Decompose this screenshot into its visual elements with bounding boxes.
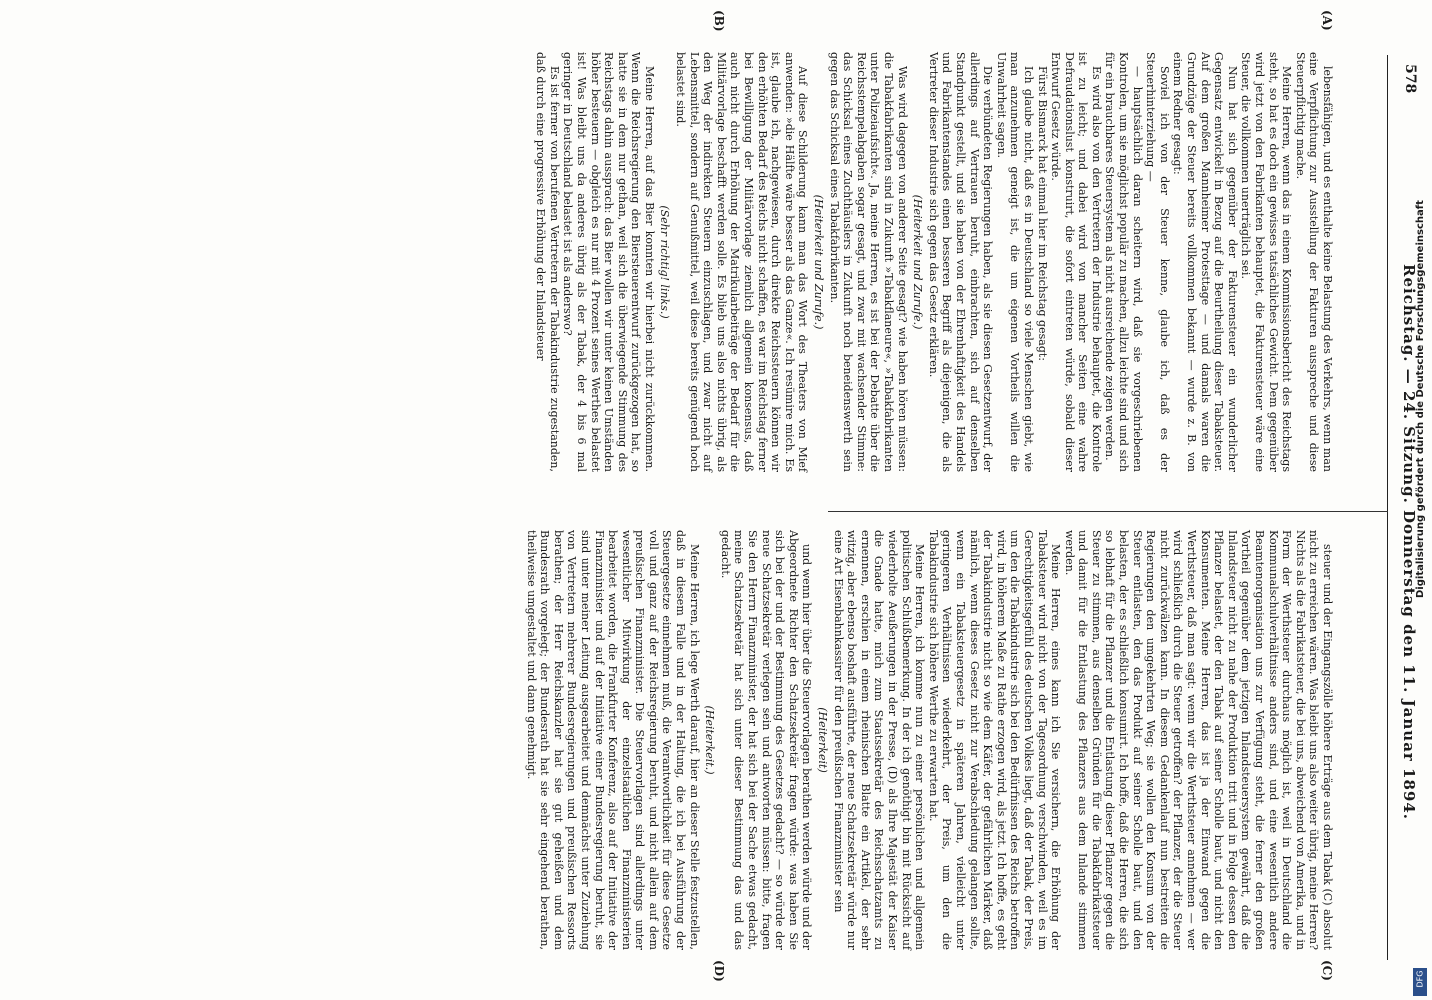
right-column <box>524 530 1334 950</box>
paragraph: Ich glaube nicht, daß es in Deutschland so viele Menschen giebt, wie man anzunehmen geneigt ist, die um eigenen Vortheils willen die Unwahrheit sagen. <box>994 52 1035 472</box>
paragraph: und wenn hier über die Steuervorlagen berathen werden würde und der Abgeordnete Richter den Schatzsekretär fragen würde: was haben Sie sich bei der und der Bestimmung des Gesetzes gedacht? — so würde der neue Schatzsekretär verlegen sein und antworten müssen: bitte, fragen Sie den Herrn Finanzminister, der hat sich bei der Sache etwas gedacht, meine Schatzsekretär hat sich unter dieser Bestimmung das und das gedacht. <box>718 530 814 950</box>
dfg-logo-text: DFG <box>1415 970 1425 988</box>
paragraph: Was wird dagegen von anderer Seite gesagt? wie haben hören müssen: die Tabakfabrikanten sind in Zukunft »Tabakflaneure«, »Tabakfabrikanten unter Polizeiaufsicht«. Ja, meine Herren, es ist bei der Debatte über die Reichsstempelabgaben sogar gesagt, und zwar mit wachsender Stimme: das Schicksal eines Zuchthäuslers in Zukunft noch beneidenswerth sein gegen das Schicksal eines Tabakfabrikanten. <box>827 52 909 472</box>
interjection: (Heiterkeit) <box>816 707 830 773</box>
running-title: Reichstag. — 24. Sitzung. Donnerstag den 11. Januar 1894. <box>1400 263 1418 821</box>
paragraph: steuer und der Eingangszölle höhere Erträge aus dem Tabak (C) absolut nicht zu erreichen wären. Was bleibt uns also weiter übrig, meine Herren? Nichts als die Fabrikatsteuer, die bei uns, abweichend von Amerika, und in Form der Werthsteuer durchaus möglich ist, weil in Deutschland die Kommunalschulverhältnisse anders sind, und eine wesentlich andere Beamtenorganisation uns zur Verfügung steht, die ferner den großen Vortheil gegenüber dem jetzigen Inlandsteuersystem gewährt, daß die Inlandsteuer nicht zu nahe der Produktion tritt und in Folge dessen den Pflanzer belastet, der den Tabak auf seiner Scholle baut, und nicht den Konsumenten. Meine Herren, das ist ja der Einwand gegen die Werthsteuer, daß man sagt: wenn wir die Werthsteuer annehmen — wer wird schließlich durch die Steuer getroffen? der Pflanzer, der die Steuer nicht zurückwälzen kann. In diesem Gedankenlauf nun bestreiten die Regierungen den umgekehrten Weg; sie wollen den Konsum von der Steuer entlasten, den das Produkt auf seiner Scholle baut, und den belasten, der es schließlich konsumirt. Ich hoffe, daß die Herren, die sich so lebhaft für die Pflanzer und die Entlastung dieser Pflanzer gegen die Steuer zu stimmen, aus denselben Gründen für die Tabakfabrikatsteuer und damit für die Entlastung des Pflanzers aus dem Inlande stimmen werden. <box>1062 530 1334 950</box>
margin-marker-d: (D) <box>712 960 726 982</box>
paragraph: Es ist ferner von berufenen Vertretern der Tabakindustrie zugestanden, daß durch eine progressive Erhöhung der Inlandsteuer <box>534 52 561 472</box>
margin-marker-a: (A) <box>1320 10 1334 31</box>
column-divider <box>828 511 1388 512</box>
paragraph: Meine Herren, ich lege Werth darauf, hier an dieser Stelle festzustellen, daß in diesem Falle und in der Haltung, die ich bei Ausführung der Steuergesetze einnehmen muß, die Verantwortlichkeit für diese Gesetze voll und ganz auf der Reichsregierung beruht, und nicht allein auf dem preußischen Finanzminister. Die Steuervorlagen sind allerdings unter wesentlicher Mitwirkung der einzelstaatlichen Finanzministerien bearbeitet worden, die Frankfurter Konferenz, also auf der Initiative der Finanzminister und auf der Initiative einer Bundesregierung beruht, sie sind unter meiner Leitung ausgearbeitet und demnächst unter Zuziehung von Vertretern mehrerer Bundesregierungen und preußischen Ressorts berathen; der Herr Reichskanzler hat sie gut geheißen und dem Bundesrath vorgelegt; der Bundesrath hat sie sehr eingehend berathen, theilweise umgestaltet und dann genehmigt. <box>524 530 701 950</box>
paragraph: Es wird also von den Vertretern der Industrie behauptet, die Kontrole ist zu leicht; und dabei wird von mancher Seiten eine wahre Defraudationslust konstruirt, die sofort eintreten würde, sobald dieser Entwurf Gesetz würde. <box>1049 52 1103 472</box>
paragraph: lebensfähigen, und es enthalte keine Belastung des Verkehrs, wenn man eine Verpflichtung zur Ausstellung der Fakturen ausspreche und diese Steuerpflichtig mache. <box>1293 52 1334 472</box>
paragraph: Soviel ich von der Steuer kenne, glaube ich, daß es der Steuerhinterziehung — <box>1144 52 1171 472</box>
page-number: 578 <box>1402 64 1418 94</box>
paragraph: — hauptsächlich daran scheitern wird, daß sie vorgeschriebenen Kontrolen, um sie möglichst populär zu machen, allzu leichte sind und sich für ein brauchbares Steuersystem als nicht ausreichende zeigen werden. <box>1103 52 1144 472</box>
paragraph: Fürst Bismarck hat einmal hier im Reichstag gesagt: <box>1035 66 1049 361</box>
digitization-credit: Digitalisierung gefördert durch die Deutsche Forschungsgemeinschaft <box>1415 200 1426 598</box>
header-rule <box>1387 55 1388 960</box>
paragraph: Auf diese Schilderung kann man das Wort des Theaters von Mief anwenden: »die Hälfte wäre besser als das Ganze«. Ich resümire mich. Es ist, glaube ich, nachgewiesen, durch direkte Reichssteuern können wir den erhöhten Bedarf des Reichs nicht schaffen, es war im Reichstag ferner bei Bewilligung der Militärvorlage ziemlich allgemein konsensus, daß auch nicht durch Erhöhung der Matrikularbeiträge der Bedarf für die Militärvorlage beschafft werden solle. Es blieb uns also nichts übrig, als den Weg der indirekten Steuern einzuschlagen, und zwar nicht auf Lebensmittel, sondern auf Genußmittel, weil diese bereits genügend hoch belastet sind. <box>674 52 810 472</box>
dfg-logo <box>1413 968 1427 996</box>
interjection: (Heiterkeit und Zurufe.) <box>812 194 826 330</box>
credit-strip <box>1413 0 1427 1000</box>
paragraph: Meine Herren, eines kann ich Sie versichern, die Erhöhung der Tabaksteuer wird nicht von der Tagesordnung verschwinden, weil es im Gerechtigkeitsgefühl des deutschen Volkes liegt, daß der Tabak, der Preis, um den die Tabakindustrie sich bei den Bedürfnissen des Reichs betroffen wird, in höherem Maße zu Rathe erzogen wird, als jetzt. Ich hoffe, es geht der Tabakindustrie nicht so wie dem Käfer, der gefährlichen Märker, daß nämlich, wenn dieses Gesetz nicht zur Verabschiedung gelangen sollte, wenn ein Tabaksteuergesetz in späteren Jahren, vielleicht unter geringeren Verhältnissen wiederkehrt, der Preis, um den die Tabakindustrie sich höhere Werthe zu erwarten hat. <box>926 530 1063 950</box>
interjection: (Heiterkeit und Zurufe.) <box>911 194 925 330</box>
margin-marker-b: (B) <box>712 10 726 32</box>
interjection: (Sehr richtig! links.) <box>658 205 672 319</box>
left-column <box>534 52 1334 472</box>
margin-marker-c: (C) <box>1320 960 1334 981</box>
paragraph: Nun hat sich gegenüber der Fakturensteuer ein wunderlicher Gegensatz entwickelt in Bezug auf die Beurtheilung dieser Tabaksteuer. Auf dem großen Mannheimer Protesttage — und damals waren die Grundzüge der Steuer bereits vollkommen bekannt — wurde z. B. von einem Redner gesagt: <box>1171 52 1239 472</box>
paragraph: Die verbündeten Regierungen haben, als sie diesen Gesetzentwurf, der allerdings auf Vertrauen beruht, einbrachten, sich auf denselben Standpunkt gestellt, und sie haben von der Ehrenhaftigkeit des Handels und Fabrikantenstandes einen besseren Begriff als diejenigen, die als Vertreter dieser Industrie sich gegen das Gesetz erklären. <box>926 52 995 472</box>
paragraph: Meine Herren, wenn das in einem Kommissionsbericht des Reichstags steht, so hat es doch ein gewisses tatsächliches Gewicht. Dem gegenüber wird jetzt von den Fabrikanten behauptet, die Fakturensteuer wäre eine Steuer, die vollkommen unerträglich sei. <box>1239 52 1294 472</box>
paragraph: Meine Herren, ich komme nun zu einer persönlichen und allgemein politischen Schlußbemerkung. In der ich genöthigt bin mit Rücksicht auf wiederholte Aeußerungen in der Presse, (D) als Ihre Majestät der Kaiser die Gnade hatte, mich zum Staatssekretär des Reichsschatzamts zu ernennen, erschien in einem rheinischen Blatte ein Artikel, der sehr witzig, aber ebenso boshaft ausführte, der neue Schatzsekretär würde nur eine Art Eisenbahnkassirer für den preußischen Finanzminister sein <box>831 530 927 950</box>
interjection: (Heiterkeit.) <box>703 705 717 775</box>
paragraph: Meine Herren, auf das Bier konnten wir hierbei nicht zurückkommen. Wenn die Reichsregierung den Biersteuerentwurf zurückgezogen hat, so hatte sie in dem nur gethan, weil sich die überwiegende Stimmung des Reichstags dahin aussprach: das Bier wollen wir unter keinen Umständen höher besteuern — obgleich es nur mit 4 Prozent seines Werthes belastet ist! Was bleibt uns da anderes übrig als der Tabak, der 4 bis 6 mal geringer in Deutschland belastet ist als anderswo? <box>561 52 656 472</box>
